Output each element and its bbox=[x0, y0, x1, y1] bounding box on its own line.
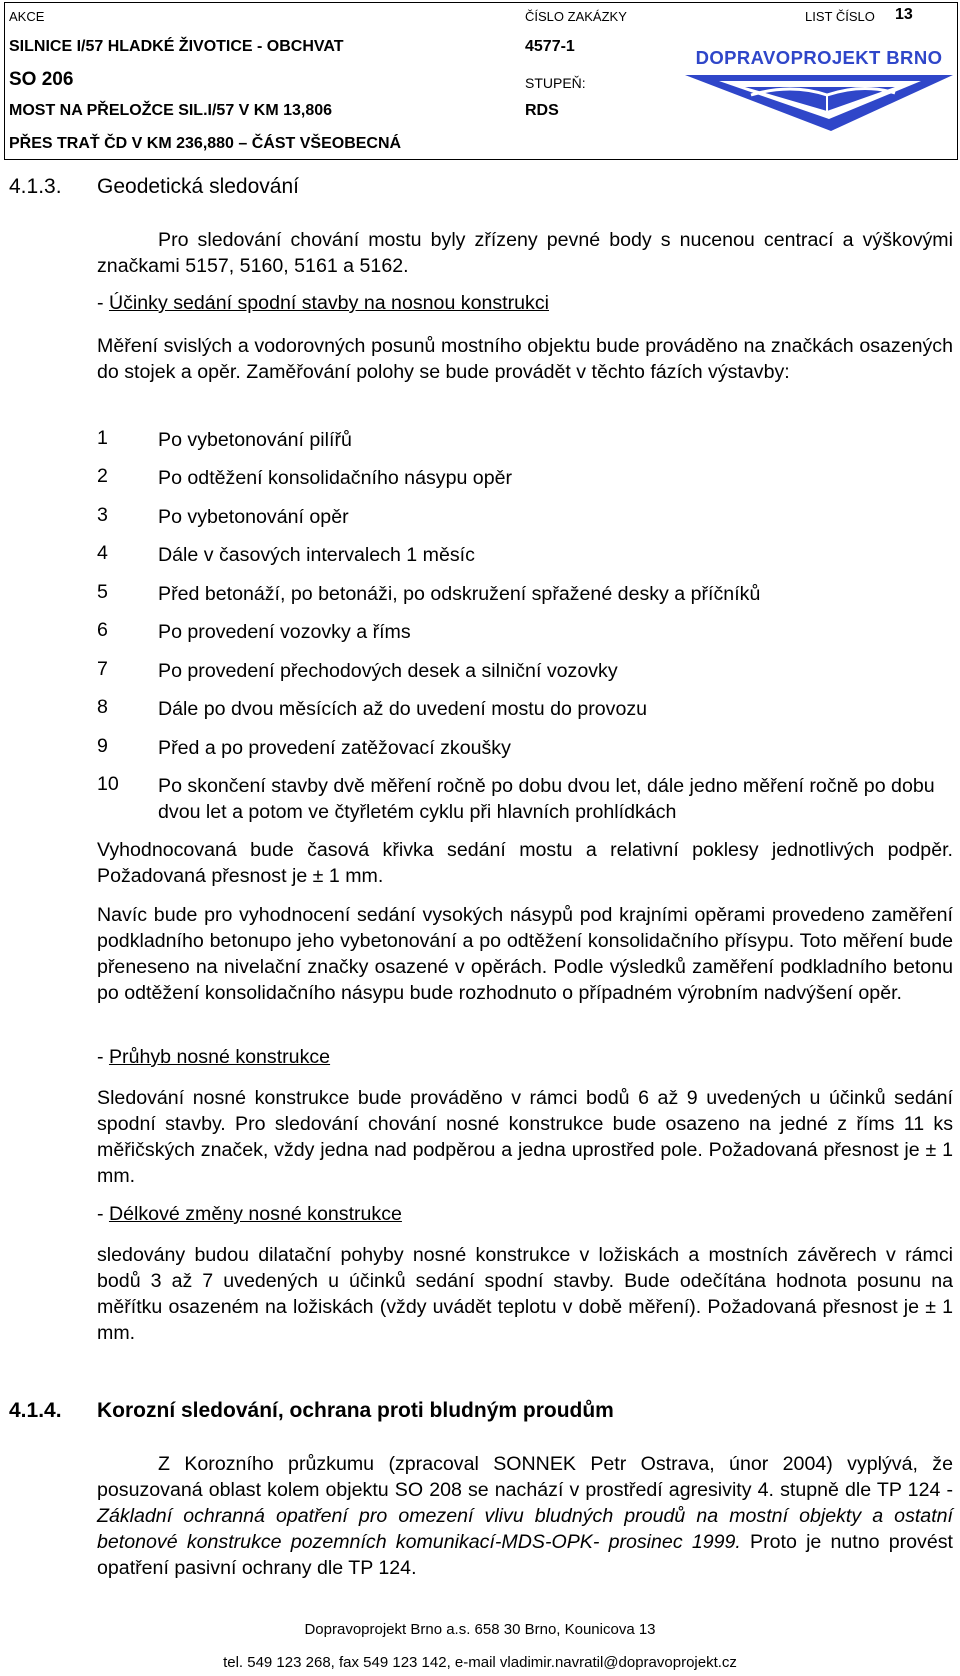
section-title-geodeticka: Geodetická sledování bbox=[97, 175, 299, 198]
subsection-ucinky-title: Účinky sedání spodní stavby na nosnou konstrukci bbox=[108, 292, 549, 314]
footer-address: Dopravoprojekt Brno a.s. 658 30 Brno, Kounicova 13 bbox=[304, 1621, 656, 1638]
subsection-pruhyb-title: Průhyb nosné konstrukce bbox=[108, 1046, 331, 1068]
list-item: Před a po provedení zatěžovací zkoušky bbox=[158, 737, 511, 759]
subsection-delkove-heading bbox=[97, 1203, 402, 1226]
list-item-number: 10 bbox=[97, 773, 119, 795]
section-number-4-1-3: 4.1.3. bbox=[9, 175, 62, 198]
section-number-4-1-4: 4.1.4. bbox=[9, 1399, 62, 1422]
pruhyb-paragraph: Sledování nosné konstrukce bude prováděno v rámci bodů 6 až 9 uvedených u účinků sedání spodní stavby. Pro sledování chování nosné konstrukce bude osazeno na jedné z říms 11 ks měřičských značek, vždy jedna nad podpěrou a jedna uprostřed pole. Požadovaná přesnost je ± 1 mm. bbox=[97, 1087, 953, 1187]
stupen-label: STUPEŇ: bbox=[525, 75, 586, 91]
list-cislo-label: LIST ČÍSLO bbox=[805, 9, 875, 24]
list-item: Po provedení vozovky a říms bbox=[158, 621, 411, 643]
logo-bridge-icon bbox=[681, 47, 957, 137]
header-line-1: SILNICE I/57 HLADKÉ ŽIVOTICE - OBCHVAT bbox=[9, 38, 344, 55]
document-header bbox=[4, 2, 958, 160]
company-logo bbox=[681, 47, 957, 137]
list-item: Po provedení přechodových desek a silniční vozovky bbox=[158, 660, 618, 682]
list-item: Po vybetonování pilířů bbox=[158, 429, 352, 451]
zakazka-value: 4577-1 bbox=[525, 38, 575, 55]
list-cislo-value: 13 bbox=[895, 6, 913, 23]
delkove-paragraph: sledovány budou dilatační pohyby nosné konstrukce v ložiskách a mostních závěrech v rámci bodů 3 až 7 uvedených u účinků sedání spodní stavby. Bude odečítána hodnota posunu na měřítku osazeném na ložiskách (vždy uvádět teplotu v době měření). Požadovaná přesnost je ± 1 mm. bbox=[97, 1244, 953, 1344]
subsection-dash: - bbox=[97, 292, 109, 314]
list-item-number: 7 bbox=[97, 658, 108, 680]
ucinky-paragraph: Měření svislých a vodorovných posunů mostního objektu bude prováděno na značkách osazených do stojek a opěr. Zaměřování polohy se bude provádět v těchto fázích výstavby: bbox=[97, 335, 953, 383]
stupen-value: RDS bbox=[525, 102, 559, 119]
akce-label: AKCE bbox=[9, 9, 45, 24]
header-line-4: PŘES TRAŤ ČD V KM 236,880 – ČÁST VŠEOBECNÁ bbox=[9, 135, 402, 152]
header-line-2: SO 206 bbox=[9, 69, 74, 90]
list-item-number: 2 bbox=[97, 465, 108, 487]
vyhodnocovana-paragraph: Vyhodnocovaná bude časová křivka sedání mostu a relativní poklesy jednotlivých podpěr. Požadovaná přesnost je ± 1 mm. bbox=[97, 839, 953, 887]
logo-text: DOPRAVOPROJEKT BRNO bbox=[695, 47, 943, 68]
intro-paragraph: Pro sledování chování mostu byly zřízeny pevné body s nucenou centrací a výškovými značkami 5157, 5160, 5161 a 5162. bbox=[97, 229, 953, 277]
list-item-number: 1 bbox=[97, 427, 108, 449]
list-item: Po skončení stavby dvě měření ročně po dobu dvou let, dále jedno měření ročně po dobu dvou let a potom ve čtyřletém cyklu při hlavních prohlídkách bbox=[158, 775, 935, 823]
korozni-text-a: Z Korozního průzkumu (zpracoval SONNEK Petr Ostrava, únor 2004) vyplývá, že posuzovaná oblast kolem objektu SO 208 se nachází v prostředí agresivity 4. stupně dle TP 124 - bbox=[97, 1453, 953, 1501]
list-item-number: 4 bbox=[97, 542, 108, 564]
list-item-number: 5 bbox=[97, 581, 108, 603]
header-line-3: MOST NA PŘELOŽCE SIL.I/57 V KM 13,806 bbox=[9, 102, 333, 119]
subsection-dash: - bbox=[97, 1046, 109, 1068]
list-item-number: 6 bbox=[97, 619, 108, 641]
subsection-dash: - bbox=[97, 1203, 109, 1225]
footer-contact: tel. 549 123 268, fax 549 123 142, e-mail vladimir.navratil@dopravoprojekt.cz bbox=[223, 1654, 737, 1671]
subsection-delkove-title: Délkové změny nosné konstrukce bbox=[108, 1203, 402, 1225]
list-item: Dále v časových intervalech 1 měsíc bbox=[158, 544, 475, 566]
list-item-number: 8 bbox=[97, 696, 108, 718]
section-title-korozni: Korozní sledování, ochrana proti bludným proudům bbox=[97, 1399, 614, 1422]
korozni-text-b: Proto je nutno provést opatření pasivní ochrany dle TP 124. bbox=[97, 1531, 953, 1579]
cislo-zakazky-label: ČÍSLO ZAKÁZKY bbox=[525, 9, 627, 24]
subsection-pruhyb-heading bbox=[97, 1046, 330, 1069]
list-item-number: 3 bbox=[97, 504, 108, 526]
subsection-ucinky-heading bbox=[97, 292, 549, 315]
list-item: Dále po dvou měsících až do uvedení mostu do provozu bbox=[158, 698, 648, 720]
navic-paragraph: Navíc bude pro vyhodnocení sedání vysokých násypů pod krajními opěrami provedeno zaměření podkladního betonupo jeho vybetonování a po odtěžení konsolidačního přísypu. Toto měření bude přeneseno na nivelační značky osazené v opěrách. Podle výsledků zaměření podkladního betonu po odtěžení konsolidačního násypu bude rozhodnuto o případném výrobním nadvýšení opěr. bbox=[97, 904, 953, 1004]
list-item: Po odtěžení konsolidačního násypu opěr bbox=[158, 467, 513, 489]
korozni-text-italic: Základní ochranná opatření pro omezení vlivu bludných proudů na mostní objekty a ostatní betonové konstrukce pozemních komunikací-MDS-OPK- prosinec 1999. bbox=[97, 1505, 953, 1553]
korozni-paragraph bbox=[97, 1451, 953, 1581]
list-item-number: 9 bbox=[97, 735, 108, 757]
list-item: Před betonáží, po betonáži, po odskružení spřažené desky a příčníků bbox=[158, 583, 761, 605]
list-item: Po vybetonování opěr bbox=[158, 506, 349, 528]
